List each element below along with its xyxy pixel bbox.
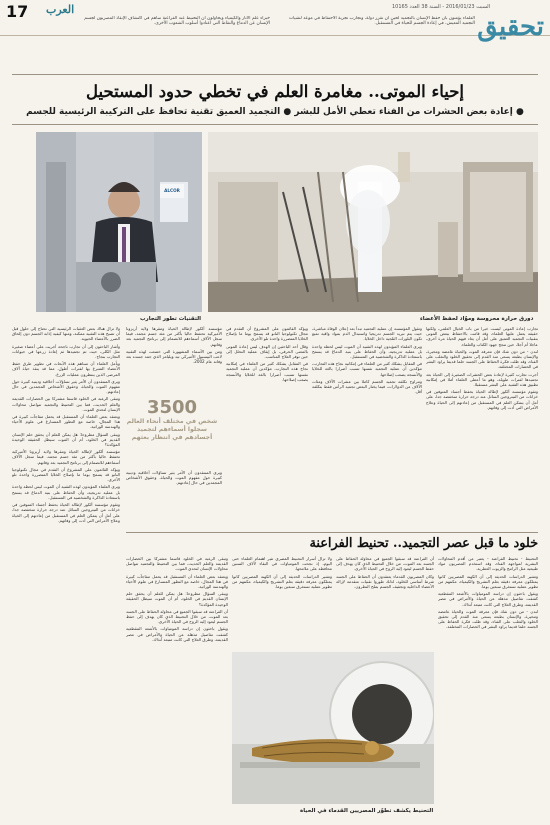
paragraph: ويبقى السؤال مطروحا: هل يمكن للعلم أن يحقق حلم الإنسان القديم في الخلود، أم أن الموت سيظل الحقيقة الوحيدة المؤكدة؟ (126, 591, 228, 607)
paragraph: ويؤكد القائمون على المشروع أن التقدم في مجال تكنولوجيا النانو قد يسمح يوما ما بإصلاح الخلايا المتضررة واحدة تلو الأخرى. (12, 466, 120, 483)
paragraph: وتبقى الرغبة في الخلود قاسما مشتركا بين الحضارات القديمة والعلم الحديث، فما بين التحنيط والتجميد تتواصل محاولات الإنسان لتحدي الموت. (126, 556, 228, 572)
lab-photo (208, 132, 538, 312)
article-subhead: ● إعادة بعض الحشرات من الفناء تعطي الأمل للبشر ● التجميد العميق تقنية تحافظ على التركيبة الرئيسية للجسم (26, 107, 524, 117)
scientist-photo-caption: التقنيات تطور التجارب (140, 316, 202, 322)
paragraph: في المقابل يشكك كثير من العلماء في إمكانية نجاح هذه التجارب، مؤكدين أن عملية التجميد نفسها تسبب أضرارا بالغة للخلايا والأنسجة يصعب إصلاحها. (312, 361, 422, 377)
issue-line: السبت 2016/01/23 - السنة 38 العدد 10165 (392, 4, 490, 10)
publication-name: العرب (46, 3, 75, 16)
paragraph: أن الفراعنة قد سبقوا الجميع في محاولة الحفاظ على الجسد بعد الموت، من خلال التحنيط الذي كان يهدف إلى حفظ الجسم ليعود إليه الروح في الحياة الأخرى. (336, 556, 434, 572)
paragraph: ويرى المنتقدون أن الأمر يثير تساؤلات أخلاقية ودينية كبيرة حول مفهوم الموت والحياة، وحقوق الأشخاص المجمدين في حال إعادتهم. (12, 378, 120, 395)
paragraph: لندن - من دون شك فإن معرفة الموت والحياة غامضة ومحيرة، والإنسان بطبعه يسعى منذ القدم إلى تحقيق الخلود والتغلب على الفناء، وقد ظلت فكرة الحفاظ على الجسد حلما قديما يراود البشر في الحضارات المختلفة. (438, 608, 538, 630)
section-title: تحقيق (477, 12, 544, 42)
paragraph: أن الفراعنة قد سبقوا الجميع في محاولة الحفاظ على الجسد بعد الموت، من خلال التحنيط الذي كان يهدف إلى حفظ الجسم ليعود إليه الروح في الحياة الأخرى. (126, 608, 228, 625)
paragraph: ويبقى السؤال مطروحا: هل يمكن للعلم أن يحقق حلم الإنسان القديم في الخلود، أم أن الموت سيظل الحقيقة الوحيدة المؤكدة؟ (12, 431, 120, 448)
body-column-8 (126, 556, 228, 814)
paragraph: ويقول باحثون إن دراسة المومياوات بالأشعة المقطعية كشفت تفاصيل مذهلة عن الحياة والأمراض في مصر القديمة، وطرق العلاج التي كانت متبعة آنذاك. (126, 626, 228, 642)
paragraph: ويعتقد بعض العلماء أن المستقبل قد يحمل مفاجآت كبيرة في هذا المجال، خاصة مع التطور المتسارع في علوم الأحياء والهندسة الوراثية. (12, 414, 120, 430)
scientist-photo (36, 132, 202, 312)
body-column-3c (126, 470, 222, 531)
paragraph: مؤسسة ألكور لإطالة الحياة ومقرها ولاية أريزونا الأميركية تحتفظ حاليا بأكثر من مئة جسم مجمد، فيما سجل الآلاف أسماءهم للانضمام إلى برنامج التجميد بعد وفاتهم. (126, 326, 222, 347)
paragraph: ويؤكد القائمون على المشروع أن التقدم في مجال تكنولوجيا النانو قد يسمح يوما ما بإصلاح الخلايا المتضررة واحدة تلو الأخرى. (226, 326, 308, 342)
paragraph: وأشار الباحثون إلى أن تجارب ناجحة أجريت على أعضاء صغيرة مثل الكلى، حيث تم تجميدها ثم إعادة زرعها في حيوانات التجارب بنجاح. (12, 343, 120, 360)
page-number: 17 (6, 2, 29, 21)
paragraph: ومن بين الأسماء المشهورة التي خضعت لهذه التقنية لاعب البيسبول الأميركي تيد ويليامز الذي جمد جسده بعد وفاته عام 2002. (126, 348, 222, 365)
paragraph: وتقوم مؤسسة ألكور لإطالة الحياة بحفظ أجساد المتوفين في خزانات من النيتروجين السائل عند درجة حرارة منخفضة جدا، على أمل أن يتمكن العلم في المستقبل من إعادتهم إلى الحياة وعلاج الأمراض التي أدت إلى وفاتهم. (426, 389, 538, 410)
paragraph: وتتراوح تكلفة تجميد الجسم كاملا بين عشرات الآلاف ومئات الآلاف من الدولارات، فيما يختار البعض تجميد الرأس فقط بتكلفة أقل. (312, 378, 422, 395)
body-column-3b (226, 326, 308, 531)
pull-quote-number: 3500 (146, 397, 198, 418)
paragraph: ولا تزال أسرار التحنيط المصري تثير اهتمام العلماء حتى اليوم، إذ نجحت المومياوات في البقاء لآلاف السنين محافظة على ملامحها. (232, 556, 332, 572)
divider (12, 74, 538, 75)
divider (126, 532, 538, 533)
paragraph: وكان المصريون القدماء يعتقدون أن الحفاظ على الجسد شرط أساسي للخلود، لذلك طوروا تقنيات متقدمة لإزالة الأعضاء الداخلية وتجفيف الجسم بملح النطرون. (336, 573, 434, 590)
pull-quote-text: شخص في مختلف أنحاء العالم سجلوا أسماءهم لتجميد أجسادهم في انتظار بعثهم (126, 418, 218, 441)
paragraph: ويعتقد بعض العلماء أن المستقبل قد يحمل مفاجآت كبيرة في هذا المجال، خاصة مع التطور المتسارع في علوم الأحياء والهندسة الوراثية. (126, 573, 228, 590)
paragraph: وتقوم مؤسسة ألكور لإطالة الحياة بحفظ أجساد المتوفين في خزانات من النيتروجين السائل عند درجة حرارة منخفضة جدا، على أمل أن يتمكن العلم في المستقبل من إعادتهم إلى الحياة وعلاج الأمراض التي أدت إلى وفاتهم. (12, 502, 120, 523)
body-column-6 (336, 556, 434, 648)
paragraph: ويرى العلماء المؤيدون لهذه التقنية أن الموت ليس لحظة واحدة بل عملية تدريجية، وأن الحفاظ على بنية الدماغ قد يسمح باستعادة الذاكرة والشخصية في المستقبل. (12, 484, 120, 500)
pull-quote (124, 398, 220, 468)
alcor-tank-label: ALCOR (160, 184, 184, 198)
paragraph: وتشير الدراسات الحديثة إلى أن الكهنة المصريين كانوا يمتلكون معرفة دقيقة بعلم التشريح والكيمياء، مكنتهم من تطوير عملية تستغرق سبعين يوما. (438, 573, 538, 590)
paragraph: أجرت تجارب كثيرة لإعادة بعض الحشرات الصغيرة إلى الحياة بعد تجميدها لفترات طويلة، وهو ما أعطى العلماء أملا في إمكانية تطبيق هذه التقنية على البشر مستقبلا. (426, 371, 538, 388)
body-column-2 (312, 326, 422, 531)
page-header (0, 0, 550, 36)
section-heading: خلود ما قبل عصر التجميد.. تحنيط الفراعنة (309, 536, 538, 551)
divider (12, 124, 538, 125)
teaser-left: خبراء علم الآثار والكيمياء ويحاولون أن التحنيط عند الفراعنة ساهم في اكتشاف الإنقاذ المصريون لجسم الإنسان عن الدماغ والتقاط التي اعتادوا أسلوب الشعوب الأخرى. (84, 16, 270, 27)
paragraph: وقال أحد الباحثين إن الهدف ليس إعادة الموتى بالمعنى الحرفي، بل إيقاف عملية التحلل إلى حين توفر العلاج المناسب. (226, 343, 308, 360)
paragraph: ولا تزال هناك بعض العقبات الرئيسية التي تحتاج إلى حلول قبل أن تصبح هذه التقنية ممكنة، ومنها كيفية إذابة الجسم دون إلحاق الضرر بالأعضاء الحيوية. (12, 326, 120, 342)
body-column-5 (438, 556, 538, 814)
paragraph: وتبقى الرغبة في الخلود قاسما مشتركا بين الحضارات القديمة والعلم الحديث، فما بين التحنيط والتجميد تتواصل محاولات الإنسان لتحدي الموت. (12, 396, 120, 412)
paragraph: ويأمل العلماء أن تساهم هذه الأبحاث في تطوير طرق حفظ الأعضاء المتبرع بها لفترات أطول، مما قد ينقذ حياة آلاف المرضى الذين ينتظرون عمليات الزرع. (12, 361, 120, 377)
paragraph: ويقول باحثون إن دراسة المومياوات بالأشعة المقطعية كشفت تفاصيل مذهلة عن الحياة والأمراض في مصر القديمة، وطرق العلاج التي كانت متبعة آنذاك. (438, 591, 538, 607)
paragraph: التحنيط - تحنيط الفراعنة - يعتبر من أقدم المحاولات البشرية لمواجهة الفناء، وقد استخدم المصريون مواد طبيعية مثل الراتنج والزيوت العطرية. (438, 556, 538, 572)
lab-photo-caption: دورق حرارة محروسة وموّاد لحفظ الأعضاء (420, 316, 534, 322)
mummy-photo-caption: التحنيط يكشف تطوّر المصريين القدماء في الحياة (300, 808, 434, 814)
body-column-7 (232, 556, 332, 648)
paragraph: تجارب إعادة الموتى ليست خيرا من باب الخيال العلمي، ولكنها حقيقة يعمل عليها العلماء، وقد قامت بالاحتفاظ ببعض الموتى بتقنيات التجميد العميق على أمل أن يعاد فيهم الحياة مرة أخرى، عاجلا أم آجلا، حين تنجح جهود الكتاب والعلماء. (426, 326, 538, 347)
article-headline: إحياء الموتى.. مغامرة العلم في تخطي حدود المستحيل (85, 82, 465, 101)
paragraph: وتشير الدراسات الحديثة إلى أن الكهنة المصريين كانوا يمتلكون معرفة دقيقة بعلم التشريح والكيمياء، مكنتهم من تطوير عملية تستغرق سبعين يوما. (232, 573, 332, 590)
body-column-4 (12, 326, 120, 814)
body-column-3a (126, 326, 222, 396)
teaser-right: العلماء يؤمنون بأن حفظ الإنسان بالتجميد لحين أن تقرر دولة، وتجارب تجربة الاحتفاظ في موعد لتقنيات التجميد المعيش، في إعادة الجسم للحياة في المستقبل. (288, 16, 475, 27)
paragraph: ويرى العلماء المؤيدون لهذه التقنية أن الموت ليس لحظة واحدة بل عملية تدريجية، وأن الحفاظ على بنية الدماغ قد يسمح باستعادة الذاكرة والشخصية في المستقبل. (312, 343, 422, 360)
paragraph: مؤسسة ألكور لإطالة الحياة ومقرها ولاية أريزونا الأميركية تحتفظ حاليا بأكثر من مئة جسم مجمد، فيما سجل الآلاف أسماءهم للانضمام إلى برنامج التجميد بعد وفاتهم. (12, 449, 120, 465)
paragraph: في المقابل يشكك كثير من العلماء في إمكانية نجاح هذه التجارب، مؤكدين أن عملية التجميد نفسها تسبب أضرارا بالغة للخلايا والأنسجة يصعب إصلاحها. (226, 361, 308, 382)
body-column-1 (426, 326, 538, 531)
paragraph: وتقول المؤسسة إن عملية التجميد تبدأ بعد إعلان الوفاة مباشرة، حيث يتم تبريد الجسم تدريجيا واستبدال الدم بمواد واقية تمنع تكون البلورات الثلجية داخل الخلايا. (312, 326, 422, 342)
mummy-ct-photo (232, 652, 434, 804)
paragraph: لندن - من دون شك فإن معرفة الموت والحياة غامضة ومحيرة، والإنسان بطبعه يسعى منذ القدم إلى تحقيق الخلود والتغلب على الفناء، وقد ظلت فكرة الحفاظ على الجسد حلما قديما يراود البشر في الحضارات المختلفة. (426, 348, 538, 370)
paragraph: ويرى المنتقدون أن الأمر يثير تساؤلات أخلاقية ودينية كبيرة حول مفهوم الموت والحياة، وحقوق الأشخاص المجمدين في حال إعادتهم. (126, 470, 222, 486)
